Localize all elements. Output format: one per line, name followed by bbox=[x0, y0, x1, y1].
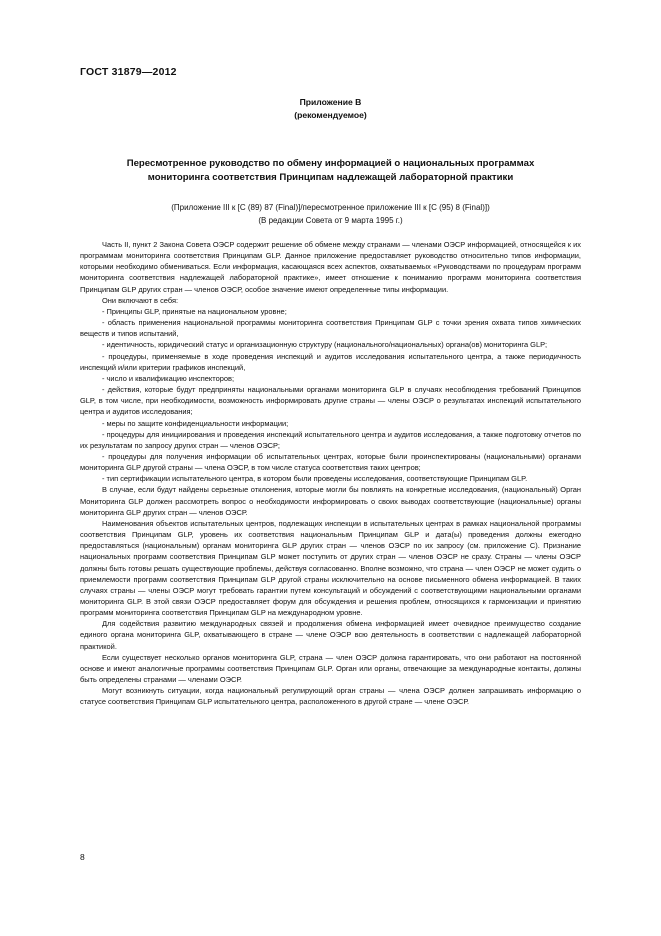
title-line-1: Пересмотренное руководство по обмену информацией о национальных программах bbox=[126, 158, 535, 169]
paragraph: Наименования объектов испытательных центров, подлежащих инспекции в испытательных центрах в рамках национальной программы соответствия Принципам GLP, уровень их соответствия национальным Принципам GLP и дата(ы) проведения должны ежегодно предоставляться (национальным) органам мониторинга GLP других стран — членов ОЭСР по их запросу (см. приложение С). Признание национальных программ соответствия Принципам GLP может поступить от других стран — членов ОЭСР не сразу. Страны — члены ОЭСР должны быть готовы решать существующие проблемы, действуя согласованно. Вполне возможно, что страна — член ОЭСР не может судить о приемлемости программ соответствия Принципам GLP другой страны исключительно на основе письменного обмена информацией. В таких случаях страны — члены ОЭСР могут требовать гарантии путем консультаций и обсуждений с соответствующими национальными органами мониторинга GLP. В этой связи ОЭСР предоставляет форум для обсуждения и решения проблем, относящихся к гармонизации и принятию программ мониторинга соответствия Принципам GLP на международном уровне. bbox=[80, 518, 581, 618]
appendix-heading bbox=[80, 96, 581, 122]
appendix-label: Приложение В bbox=[299, 97, 362, 107]
paragraph: Часть II, пункт 2 Закона Совета ОЭСР содержит решение об обмене между странами — членами ОЭСР информацией, относящейся к их программам мониторинга соответствия Принципам GLP. Данное приложение предоставляет руководство относительно типов информации, которыми необходимо обмениваться. Если информация, касающаяся всех аспектов, охватываемых «Руководствами по процедурам программ мониторинга соответствия надлежащей лабораторной практике», имеет отношение к пониманию программ мониторинга соответствия Принципам GLP других стран — членов ОЭСР, особое значение имеют определенные типы информации. bbox=[80, 240, 581, 294]
list-item: - идентичность, юридический статус и организационную структуру (национального/национальных) органа(ов) мониторинга GLP; bbox=[102, 340, 548, 350]
list-item: - процедуры для инициирования и проведения инспекций испытательного центра и аудитов исследования, а также подготовку отчетов по их результатам по запросу других стран — членов ОЭСР; bbox=[80, 429, 581, 450]
paragraph: Если существует несколько органов мониторинга GLP, страна — член ОЭСР должна гарантировать, что они работают на постоянной основе и имеют аналогичные программы соответствия Принципам GLP. Орган или органы, отвечающие за международные контакты, должны быть определены странами — членами ОЭСР. bbox=[80, 652, 581, 685]
document-header: ГОСТ 31879—2012 bbox=[80, 66, 177, 78]
body-text bbox=[80, 239, 581, 708]
list-item: - меры по защите конфиденциальности информации; bbox=[102, 418, 289, 428]
paragraph: Могут возникнуть ситуации, когда национальный регулирующий орган страны — члена ОЭСР должен запрашивать информацию о статусе соответствия Принципам GLP испытательного центра, расположенного в другой стране — члене ОЭСР. bbox=[80, 686, 581, 707]
document-subtitle bbox=[80, 201, 581, 227]
paragraph: В случае, если будут найдены серьезные отклонения, которые могли бы повлиять на конкретные исследования, (национальный) Орган Мониторинга GLP должен рассмотреть вопрос о необходимости информировать о своих выводах соответствующие (национальные) органы мониторинга GLP других стран — членов ОЭСР. bbox=[80, 485, 581, 517]
list-item: - действия, которые будут предприняты национальными органами мониторинга GLP в случаях несоблюдения требований Принципов GLP, в том числе, при необходимости, возможность информировать другие страны — члены ОЭСР о результатах инспекций испытательного центра и аудитов исследования; bbox=[80, 385, 581, 417]
list-item: - процедуры, применяемые в ходе проведения инспекций и аудитов исследования испытательного центра, а также периодичность инспекций и/или критерии графиков инспекций, bbox=[80, 351, 581, 372]
list-item: - процедуры для получения информации об испытательных центрах, которые были проинспектированы (национальными) органами мониторинга GLP другой страны — члена ОЭСР, в том числе статуса соответствия таких центров; bbox=[80, 451, 581, 473]
subtitle-line-2: (В редакции Совета от 9 марта 1995 г.) bbox=[258, 216, 403, 225]
subtitle-line-1: (Приложение III к [C (89) 87 (Final)]/пересмотренное приложение III к [C (95) 8 (Final)]) bbox=[171, 203, 490, 212]
document-title bbox=[80, 157, 581, 185]
list-item: - Принципы GLP, принятые на национальном уровне; bbox=[102, 306, 287, 316]
list-item: - область применения национальной программы мониторинга соответствия Принципам GLP с точки зрения охвата типов химических веществ и типов испытаний, bbox=[80, 318, 581, 339]
page-number: 8 bbox=[80, 852, 85, 862]
list-item: - число и квалификацию инспекторов; bbox=[102, 373, 235, 383]
appendix-status: (рекомендуемое) bbox=[294, 110, 367, 120]
list-item: - тип сертификации испытательного центра, в котором были проведены исследования, соответствующие Принципам GLP. bbox=[102, 474, 528, 484]
paragraph: Для содействия развитию международных связей и продолжения обмена информацией имеет очевидное преимущество создание единого органа мониторинга GLP, охватывающего в стране — члене ОЭСР всю деятельность в соответствии с надлежащей лабораторной практикой. bbox=[80, 619, 581, 651]
paragraph: Они включают в себя: bbox=[102, 295, 179, 305]
title-line-2: мониторинга соответствия Принципам надлежащей лабораторной практики bbox=[147, 172, 514, 183]
